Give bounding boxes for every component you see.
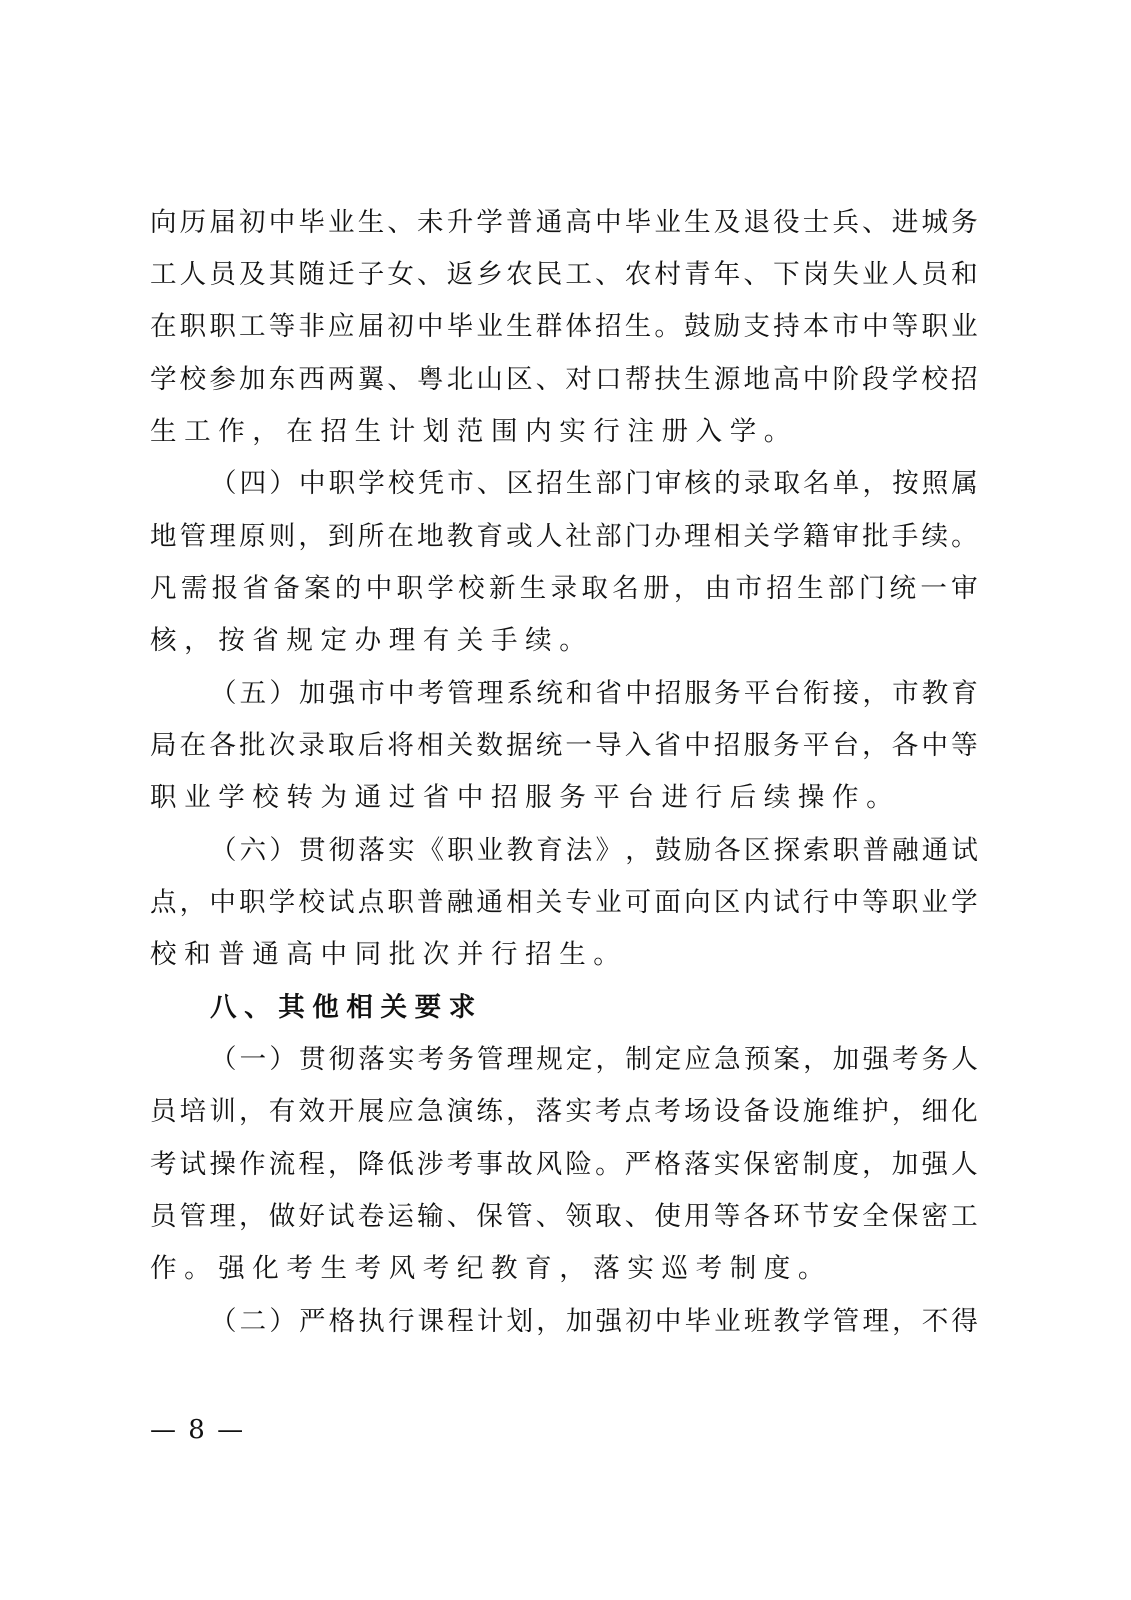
- paragraph-line: 局 在 各 批 次 录 取 后 将 相 关 数 据 统 一 导 入 省 中 招 服 务 平 台 ， 各 中 等: [150, 730, 978, 761]
- paragraph-line: （ 二 ） 严 格 执 行 课 程 计 划 ， 加 强 初 中 毕 业 班 教 学 管 理 ， 不 得: [210, 1306, 978, 1337]
- paragraph-line: 凡 需 报 省 备 案 的 中 职 学 校 新 生 录 取 名 册 ， 由 市 招 生 部 门 统 一 审: [150, 573, 978, 604]
- paragraph-line: （ 四 ） 中 职 学 校 凭 市 、 区 招 生 部 门 审 核 的 录 取 名 单 ， 按 照 属: [210, 468, 978, 499]
- page-number: — 8 —: [150, 1415, 246, 1445]
- paragraph-line: 向 历 届 初 中 毕 业 生 、 未 升 学 普 通 高 中 毕 业 生 及 退 役 士 兵 、 进 城 务: [150, 207, 978, 238]
- paragraph-line: 职业学校转为通过省中招服务平台进行后续操作。: [150, 782, 901, 813]
- paragraph-line: 地 管 理 原 则 ， 到 所 在 地 教 育 或 人 社 部 门 办 理 相 关 学 籍 审 批 手 续 。: [150, 521, 978, 552]
- paragraph-line: 在 职 职 工 等 非 应 届 初 中 毕 业 生 群 体 招 生 。 鼓 励 支 持 本 市 中 等 职 业: [150, 311, 978, 342]
- paragraph-line: （ 六 ） 贯 彻 落 实 《 职 业 教 育 法 》 ， 鼓 励 各 区 探 索 职 普 融 通 试: [210, 835, 978, 866]
- paragraph-line: （ 五 ） 加 强 市 中 考 管 理 系 统 和 省 中 招 服 务 平 台 衔 接 ， 市 教 育: [210, 678, 978, 709]
- section-heading: 八、其他相关要求: [210, 992, 483, 1023]
- paragraph-line: 点 ， 中 职 学 校 试 点 职 普 融 通 相 关 专 业 可 面 向 区 内 试 行 中 等 职 业 学: [150, 887, 978, 918]
- paragraph-line: （ 一 ） 贯 彻 落 实 考 务 管 理 规 定 ， 制 定 应 急 预 案 ， 加 强 考 务 人: [210, 1044, 978, 1075]
- paragraph-line: 学 校 参 加 东 西 两 翼 、 粤 北 山 区 、 对 口 帮 扶 生 源 地 高 中 阶 段 学 校 招: [150, 364, 978, 395]
- paragraph-line: 生工作，在招生计划范围内实行注册入学。: [150, 416, 798, 447]
- paragraph-line: 考 试 操 作 流 程 ， 降 低 涉 考 事 故 风 险 。 严 格 落 实 保 密 制 度 ， 加 强 人: [150, 1149, 978, 1180]
- paragraph-line: 工 人 员 及 其 随 迁 子 女 、 返 乡 农 民 工 、 农 村 青 年 、 下 岗 失 业 人 员 和: [150, 259, 978, 290]
- paragraph-line: 校和普通高中同批次并行招生。: [150, 939, 628, 970]
- paragraph-line: 作。强化考生考风考纪教育，落实巡考制度。: [150, 1253, 832, 1284]
- paragraph-line: 员 管 理 ， 做 好 试 卷 运 输 、 保 管 、 领 取 、 使 用 等 各 环 节 安 全 保 密 工: [150, 1201, 978, 1232]
- paragraph-line: 核，按省规定办理有关手续。: [150, 625, 594, 656]
- paragraph-line: 员 培 训 ， 有 效 开 展 应 急 演 练 ， 落 实 考 点 考 场 设 备 设 施 维 护 ， 细 化: [150, 1096, 978, 1127]
